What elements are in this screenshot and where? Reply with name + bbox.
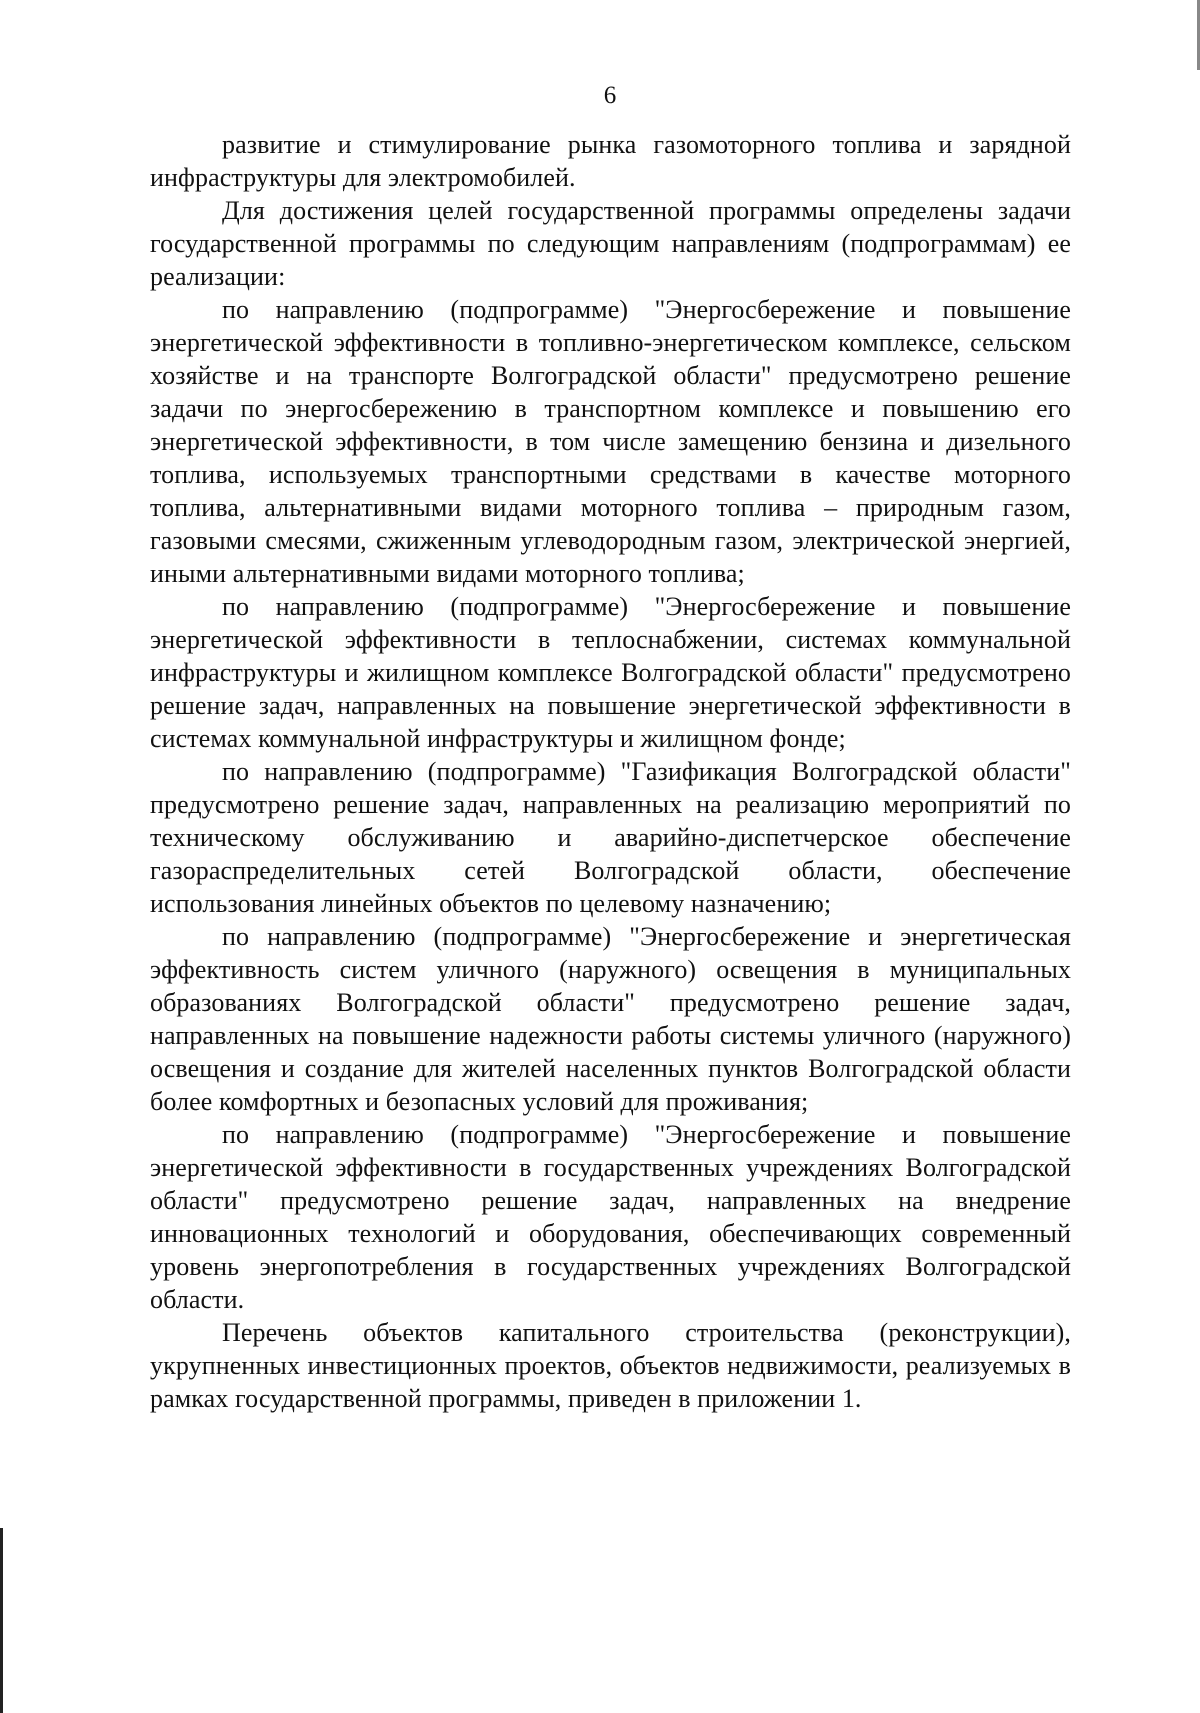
paragraph-subprogram-gasification: по направлению (подпрограмме) "Газификация Волгоградской области" предусмотрено решение задач, направленных на реализацию мероприятий по техническому обслуживанию и аварийно-диспетчерское обеспечение газораспределительных сетей Волгоградской области, обеспечение использования линейных объектов по целевому назначению; <box>150 757 1071 918</box>
paragraph-subprogram-heat-supply: по направлению (подпрограмме) "Энергосбережение и повышение энергетической эффективности в теплоснабжении, системах коммунальной инфраструктуры и жилищном комплексе Волгоградской области" предусмотрено решение задач, направленных на повышение энергетической эффективности в системах коммунальной инфраструктуры и жилищном фонде; <box>150 592 1071 753</box>
page-number: 6 <box>603 82 617 109</box>
paragraph-subprogram-street-lighting: по направлению (подпрограмме) "Энергосбережение и энергетическая эффективность систем уличного (наружного) освещения в муниципальных образованиях Волгоградской области" предусмотрено решение задач, направленных на повышение надежности работы системы уличного (наружного) освещения и создание для жителей населенных пунктов Волгоградской области более комфортных и безопасных условий для проживания; <box>150 922 1071 1116</box>
paragraph-program-tasks: Для достижения целей государственной программы определены задачи государственной программы по следующим направлениям (подпрограммам) ее реализации: <box>150 196 1071 291</box>
document-body <box>150 128 1071 1415</box>
paragraph-subprogram-fuel-energy: по направлению (подпрограмме) "Энергосбережение и повышение энергетической эффективности в топливно-энергетическом комплексе, сельском хозяйстве и на транспорте Волгоградской области" предусмотрено решение задачи по энергосбережению в транспортном комплексе и повышению его энергетической эффективности, в том числе замещению бензина и дизельного топлива, используемых транспортными средствами в качестве моторного топлива, альтернативными видами моторного топлива – природным газом, газовыми смесями, сжиженным углеводородным газом, электрической энергией, иными альтернативными видами моторного топлива; <box>150 295 1071 588</box>
paragraph-capital-objects-list: Перечень объектов капитального строительства (реконструкции), укрупненных инвестиционных проектов, объектов недвижимости, реализуемых в рамках государственной программы, приведен в приложении 1. <box>150 1318 1071 1413</box>
scan-edge-mark <box>0 1528 3 1713</box>
paragraph-intro-continuation: развитие и стимулирование рынка газомоторного топлива и зарядной инфраструктуры для электромобилей. <box>150 130 1071 192</box>
paragraph-subprogram-state-institutions: по направлению (подпрограмме) "Энергосбережение и повышение энергетической эффективности в государственных учреждениях Волгоградской области" предусмотрено решение задач, направленных на внедрение инновационных технологий и оборудования, обеспечивающих современный уровень энергопотребления в государственных учреждениях Волгоградской области. <box>150 1120 1071 1314</box>
